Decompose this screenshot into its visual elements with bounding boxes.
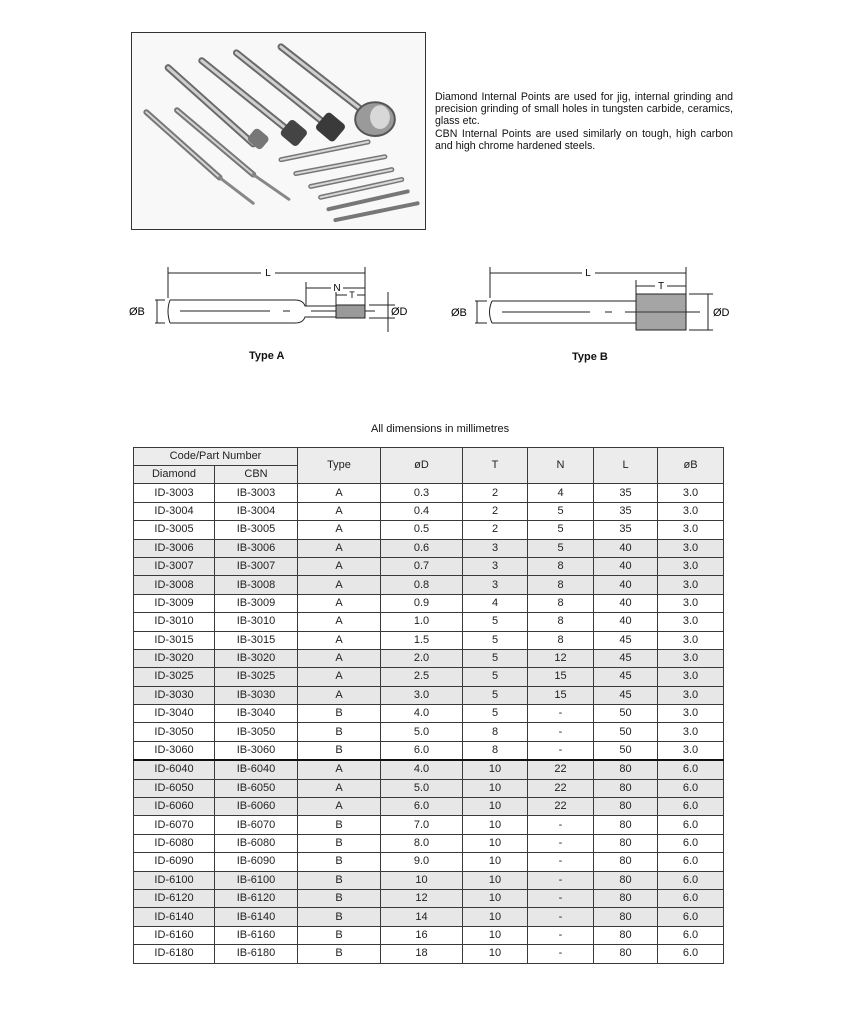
table-row xyxy=(134,741,724,760)
cell-diamond: ID-6120 xyxy=(134,889,215,907)
cell-diamond: ID-3015 xyxy=(134,631,215,649)
cell-n: - xyxy=(528,741,594,760)
cell-t: 5 xyxy=(463,613,528,631)
cell-n: 5 xyxy=(528,521,594,539)
header-n: N xyxy=(528,448,594,484)
table-row xyxy=(134,798,724,816)
cell-ob: 3.0 xyxy=(658,741,724,760)
cell-od: 6.0 xyxy=(381,798,463,816)
internal-points-illustration xyxy=(132,33,425,229)
cell-cbn: IB-6140 xyxy=(215,908,298,926)
cell-type: A xyxy=(298,668,381,686)
type-a-diagram xyxy=(125,262,415,342)
table-row xyxy=(134,779,724,797)
spec-table-body xyxy=(134,484,724,963)
cell-t: 3 xyxy=(463,557,528,575)
cell-type: A xyxy=(298,779,381,797)
header-ob: øB xyxy=(658,448,724,484)
cell-od: 2.0 xyxy=(381,649,463,667)
cell-type: A xyxy=(298,539,381,557)
cell-od: 18 xyxy=(381,945,463,963)
cell-l: 80 xyxy=(594,834,658,852)
cell-cbn: IB-3007 xyxy=(215,557,298,575)
cell-ob: 3.0 xyxy=(658,686,724,704)
cell-diamond: ID-3008 xyxy=(134,576,215,594)
cell-type: A xyxy=(298,686,381,704)
cell-l: 50 xyxy=(594,741,658,760)
cell-n: 4 xyxy=(528,484,594,502)
cell-t: 10 xyxy=(463,871,528,889)
cell-l: 80 xyxy=(594,779,658,797)
cell-od: 0.4 xyxy=(381,502,463,520)
cell-diamond: ID-6100 xyxy=(134,871,215,889)
table-row xyxy=(134,723,724,741)
cell-type: B xyxy=(298,853,381,871)
cell-ob: 3.0 xyxy=(658,631,724,649)
cell-type: B xyxy=(298,705,381,723)
cell-cbn: IB-6080 xyxy=(215,834,298,852)
cell-cbn: IB-3030 xyxy=(215,686,298,704)
header-code-part-number: Code/Part Number xyxy=(134,448,298,466)
table-row xyxy=(134,649,724,667)
cell-diamond: ID-6050 xyxy=(134,779,215,797)
type-b-caption: Type B xyxy=(572,351,608,363)
table-row xyxy=(134,705,724,723)
cell-od: 0.5 xyxy=(381,521,463,539)
cell-type: A xyxy=(298,594,381,612)
cell-t: 10 xyxy=(463,945,528,963)
cell-ob: 3.0 xyxy=(658,484,724,502)
diamond-description: Diamond Internal Points are used for jig, internal grinding and precision grinding of small holes in tungsten carbide, ceramics, glass etc. xyxy=(435,91,733,128)
cell-t: 2 xyxy=(463,484,528,502)
cell-type: B xyxy=(298,945,381,963)
cell-ob: 3.0 xyxy=(658,521,724,539)
cell-ob: 3.0 xyxy=(658,576,724,594)
cell-t: 4 xyxy=(463,594,528,612)
cell-ob: 6.0 xyxy=(658,871,724,889)
cell-type: B xyxy=(298,889,381,907)
header-t: T xyxy=(463,448,528,484)
cell-t: 10 xyxy=(463,816,528,834)
cell-t: 10 xyxy=(463,798,528,816)
cell-t: 10 xyxy=(463,908,528,926)
product-photo xyxy=(131,32,426,230)
table-row xyxy=(134,484,724,502)
cell-t: 8 xyxy=(463,741,528,760)
cell-t: 10 xyxy=(463,834,528,852)
cell-od: 0.8 xyxy=(381,576,463,594)
cell-cbn: IB-6090 xyxy=(215,853,298,871)
product-description xyxy=(435,91,733,152)
cell-n: 22 xyxy=(528,798,594,816)
table-row xyxy=(134,668,724,686)
dimension-t-label: T xyxy=(657,281,665,292)
cell-diamond: ID-6140 xyxy=(134,908,215,926)
cell-l: 35 xyxy=(594,484,658,502)
cell-cbn: IB-6120 xyxy=(215,889,298,907)
cell-od: 0.9 xyxy=(381,594,463,612)
cell-diamond: ID-6090 xyxy=(134,853,215,871)
cell-od: 14 xyxy=(381,908,463,926)
cell-type: B xyxy=(298,741,381,760)
cell-l: 40 xyxy=(594,613,658,631)
cell-cbn: IB-3025 xyxy=(215,668,298,686)
cell-t: 10 xyxy=(463,926,528,944)
header-od: øD xyxy=(381,448,463,484)
cell-type: A xyxy=(298,631,381,649)
cell-l: 80 xyxy=(594,889,658,907)
cell-l: 80 xyxy=(594,945,658,963)
cell-t: 5 xyxy=(463,705,528,723)
cell-n: 12 xyxy=(528,649,594,667)
cell-cbn: IB-3006 xyxy=(215,539,298,557)
cell-ob: 6.0 xyxy=(658,760,724,779)
cell-t: 10 xyxy=(463,889,528,907)
units-note: All dimensions in millimetres xyxy=(371,423,510,435)
cell-diamond: ID-3005 xyxy=(134,521,215,539)
cell-ob: 3.0 xyxy=(658,723,724,741)
cell-l: 45 xyxy=(594,668,658,686)
dimension-l-label: L xyxy=(265,268,271,279)
cell-ob: 3.0 xyxy=(658,502,724,520)
table-row xyxy=(134,871,724,889)
table-row xyxy=(134,539,724,557)
cell-cbn: IB-6040 xyxy=(215,760,298,779)
cell-ob: 6.0 xyxy=(658,889,724,907)
cell-od: 0.6 xyxy=(381,539,463,557)
dimension-n-label: N xyxy=(333,283,341,294)
cell-type: A xyxy=(298,484,381,502)
cell-diamond: ID-3025 xyxy=(134,668,215,686)
table-row xyxy=(134,889,724,907)
cell-type: A xyxy=(298,576,381,594)
cell-diamond: ID-6080 xyxy=(134,834,215,852)
type-b-diagram xyxy=(445,262,740,342)
cell-n: 15 xyxy=(528,686,594,704)
cell-diamond: ID-3040 xyxy=(134,705,215,723)
cell-diamond: ID-3050 xyxy=(134,723,215,741)
cell-ob: 6.0 xyxy=(658,834,724,852)
cell-cbn: IB-3060 xyxy=(215,741,298,760)
cell-n: 22 xyxy=(528,760,594,779)
cell-l: 35 xyxy=(594,502,658,520)
table-row xyxy=(134,816,724,834)
cell-ob: 3.0 xyxy=(658,705,724,723)
table-row xyxy=(134,760,724,779)
cell-diamond: ID-3060 xyxy=(134,741,215,760)
table-row xyxy=(134,631,724,649)
cell-n: 5 xyxy=(528,539,594,557)
table-row xyxy=(134,576,724,594)
cell-od: 1.0 xyxy=(381,613,463,631)
cell-diamond: ID-3009 xyxy=(134,594,215,612)
table-row xyxy=(134,502,724,520)
cell-cbn: IB-3015 xyxy=(215,631,298,649)
header-diamond: Diamond xyxy=(134,466,215,484)
cell-type: A xyxy=(298,760,381,779)
cell-ob: 6.0 xyxy=(658,945,724,963)
cell-cbn: IB-3009 xyxy=(215,594,298,612)
cell-l: 50 xyxy=(594,705,658,723)
spec-table xyxy=(133,447,724,964)
cell-diamond: ID-3010 xyxy=(134,613,215,631)
cell-t: 10 xyxy=(463,760,528,779)
cell-diamond: ID-3004 xyxy=(134,502,215,520)
cell-n: - xyxy=(528,871,594,889)
cell-cbn: IB-6050 xyxy=(215,779,298,797)
dimension-l-label: L xyxy=(585,268,591,279)
cell-diamond: ID-3030 xyxy=(134,686,215,704)
cell-type: B xyxy=(298,926,381,944)
cell-n: 8 xyxy=(528,631,594,649)
header-cbn: CBN xyxy=(215,466,298,484)
cell-type: A xyxy=(298,502,381,520)
table-row xyxy=(134,945,724,963)
cell-t: 5 xyxy=(463,668,528,686)
table-row xyxy=(134,521,724,539)
cell-od: 16 xyxy=(381,926,463,944)
dimension-b-label: ØB xyxy=(129,306,145,318)
cell-type: B xyxy=(298,723,381,741)
cell-ob: 6.0 xyxy=(658,908,724,926)
cell-ob: 3.0 xyxy=(658,539,724,557)
cell-cbn: IB-3020 xyxy=(215,649,298,667)
dimension-d-label: ØD xyxy=(713,307,730,319)
cell-n: - xyxy=(528,853,594,871)
cell-n: - xyxy=(528,926,594,944)
cell-od: 12 xyxy=(381,889,463,907)
cell-type: B xyxy=(298,908,381,926)
cell-cbn: IB-3040 xyxy=(215,705,298,723)
dimension-d-label: ØD xyxy=(391,306,408,318)
cell-l: 40 xyxy=(594,576,658,594)
cell-diamond: ID-6180 xyxy=(134,945,215,963)
cell-l: 35 xyxy=(594,521,658,539)
cell-ob: 6.0 xyxy=(658,926,724,944)
cell-diamond: ID-3003 xyxy=(134,484,215,502)
cell-cbn: IB-3050 xyxy=(215,723,298,741)
cell-cbn: IB-3003 xyxy=(215,484,298,502)
table-row xyxy=(134,926,724,944)
cell-od: 4.0 xyxy=(381,705,463,723)
cell-ob: 6.0 xyxy=(658,853,724,871)
cell-t: 5 xyxy=(463,686,528,704)
cell-type: A xyxy=(298,613,381,631)
cell-cbn: IB-6100 xyxy=(215,871,298,889)
table-row xyxy=(134,557,724,575)
cell-l: 80 xyxy=(594,760,658,779)
cell-ob: 3.0 xyxy=(658,613,724,631)
cell-type: A xyxy=(298,557,381,575)
cell-od: 8.0 xyxy=(381,834,463,852)
dimension-b-label: ØB xyxy=(451,307,467,319)
cell-ob: 3.0 xyxy=(658,594,724,612)
cell-ob: 3.0 xyxy=(658,668,724,686)
cell-ob: 6.0 xyxy=(658,816,724,834)
cell-l: 40 xyxy=(594,539,658,557)
cell-od: 5.0 xyxy=(381,779,463,797)
cell-type: B xyxy=(298,816,381,834)
cell-t: 10 xyxy=(463,779,528,797)
table-row xyxy=(134,834,724,852)
cell-type: B xyxy=(298,834,381,852)
cell-diamond: ID-6160 xyxy=(134,926,215,944)
cell-t: 3 xyxy=(463,539,528,557)
cell-n: 8 xyxy=(528,613,594,631)
cell-n: 22 xyxy=(528,779,594,797)
cell-n: - xyxy=(528,889,594,907)
cell-cbn: IB-6060 xyxy=(215,798,298,816)
cell-t: 2 xyxy=(463,502,528,520)
cell-t: 2 xyxy=(463,521,528,539)
cell-diamond: ID-6070 xyxy=(134,816,215,834)
cell-type: A xyxy=(298,649,381,667)
cell-n: - xyxy=(528,908,594,926)
cell-n: - xyxy=(528,816,594,834)
cell-od: 3.0 xyxy=(381,686,463,704)
header-type: Type xyxy=(298,448,381,484)
cell-cbn: IB-6180 xyxy=(215,945,298,963)
cell-od: 9.0 xyxy=(381,853,463,871)
cbn-description: CBN Internal Points are used similarly on tough, high carbon and high chrome hardened steels. xyxy=(435,127,733,152)
cell-l: 40 xyxy=(594,557,658,575)
table-row xyxy=(134,594,724,612)
table-row xyxy=(134,613,724,631)
cell-od: 10 xyxy=(381,871,463,889)
cell-ob: 3.0 xyxy=(658,649,724,667)
cell-od: 7.0 xyxy=(381,816,463,834)
cell-n: 8 xyxy=(528,557,594,575)
cell-type: B xyxy=(298,871,381,889)
cell-od: 0.3 xyxy=(381,484,463,502)
cell-n: - xyxy=(528,945,594,963)
cell-l: 80 xyxy=(594,798,658,816)
cell-diamond: ID-3006 xyxy=(134,539,215,557)
table-row xyxy=(134,908,724,926)
type-a-caption: Type A xyxy=(249,350,285,362)
cell-t: 10 xyxy=(463,853,528,871)
cell-n: 5 xyxy=(528,502,594,520)
cell-od: 5.0 xyxy=(381,723,463,741)
cell-od: 1.5 xyxy=(381,631,463,649)
cell-ob: 6.0 xyxy=(658,779,724,797)
dimension-t-label: T xyxy=(349,290,355,300)
cell-cbn: IB-3010 xyxy=(215,613,298,631)
cell-diamond: ID-3007 xyxy=(134,557,215,575)
table-row xyxy=(134,853,724,871)
cell-cbn: IB-3004 xyxy=(215,502,298,520)
cell-l: 45 xyxy=(594,649,658,667)
cell-n: - xyxy=(528,705,594,723)
cell-l: 80 xyxy=(594,926,658,944)
cell-l: 80 xyxy=(594,871,658,889)
cell-diamond: ID-6060 xyxy=(134,798,215,816)
cell-l: 40 xyxy=(594,594,658,612)
cell-l: 80 xyxy=(594,853,658,871)
cell-ob: 6.0 xyxy=(658,798,724,816)
cell-n: - xyxy=(528,723,594,741)
cell-od: 0.7 xyxy=(381,557,463,575)
cell-l: 45 xyxy=(594,631,658,649)
cell-type: A xyxy=(298,521,381,539)
cell-od: 6.0 xyxy=(381,741,463,760)
cell-l: 80 xyxy=(594,908,658,926)
cell-l: 50 xyxy=(594,723,658,741)
header-l: L xyxy=(594,448,658,484)
cell-n: 15 xyxy=(528,668,594,686)
cell-n: 8 xyxy=(528,594,594,612)
cell-t: 8 xyxy=(463,723,528,741)
cell-diamond: ID-6040 xyxy=(134,760,215,779)
cell-od: 4.0 xyxy=(381,760,463,779)
cell-cbn: IB-6160 xyxy=(215,926,298,944)
cell-n: 8 xyxy=(528,576,594,594)
cell-t: 3 xyxy=(463,576,528,594)
cell-type: A xyxy=(298,798,381,816)
cell-cbn: IB-3005 xyxy=(215,521,298,539)
cell-cbn: IB-6070 xyxy=(215,816,298,834)
cell-ob: 3.0 xyxy=(658,557,724,575)
table-row xyxy=(134,686,724,704)
cell-t: 5 xyxy=(463,631,528,649)
cell-l: 80 xyxy=(594,816,658,834)
cell-n: - xyxy=(528,834,594,852)
cell-od: 2.5 xyxy=(381,668,463,686)
cell-t: 5 xyxy=(463,649,528,667)
cell-l: 45 xyxy=(594,686,658,704)
cell-cbn: IB-3008 xyxy=(215,576,298,594)
cell-diamond: ID-3020 xyxy=(134,649,215,667)
